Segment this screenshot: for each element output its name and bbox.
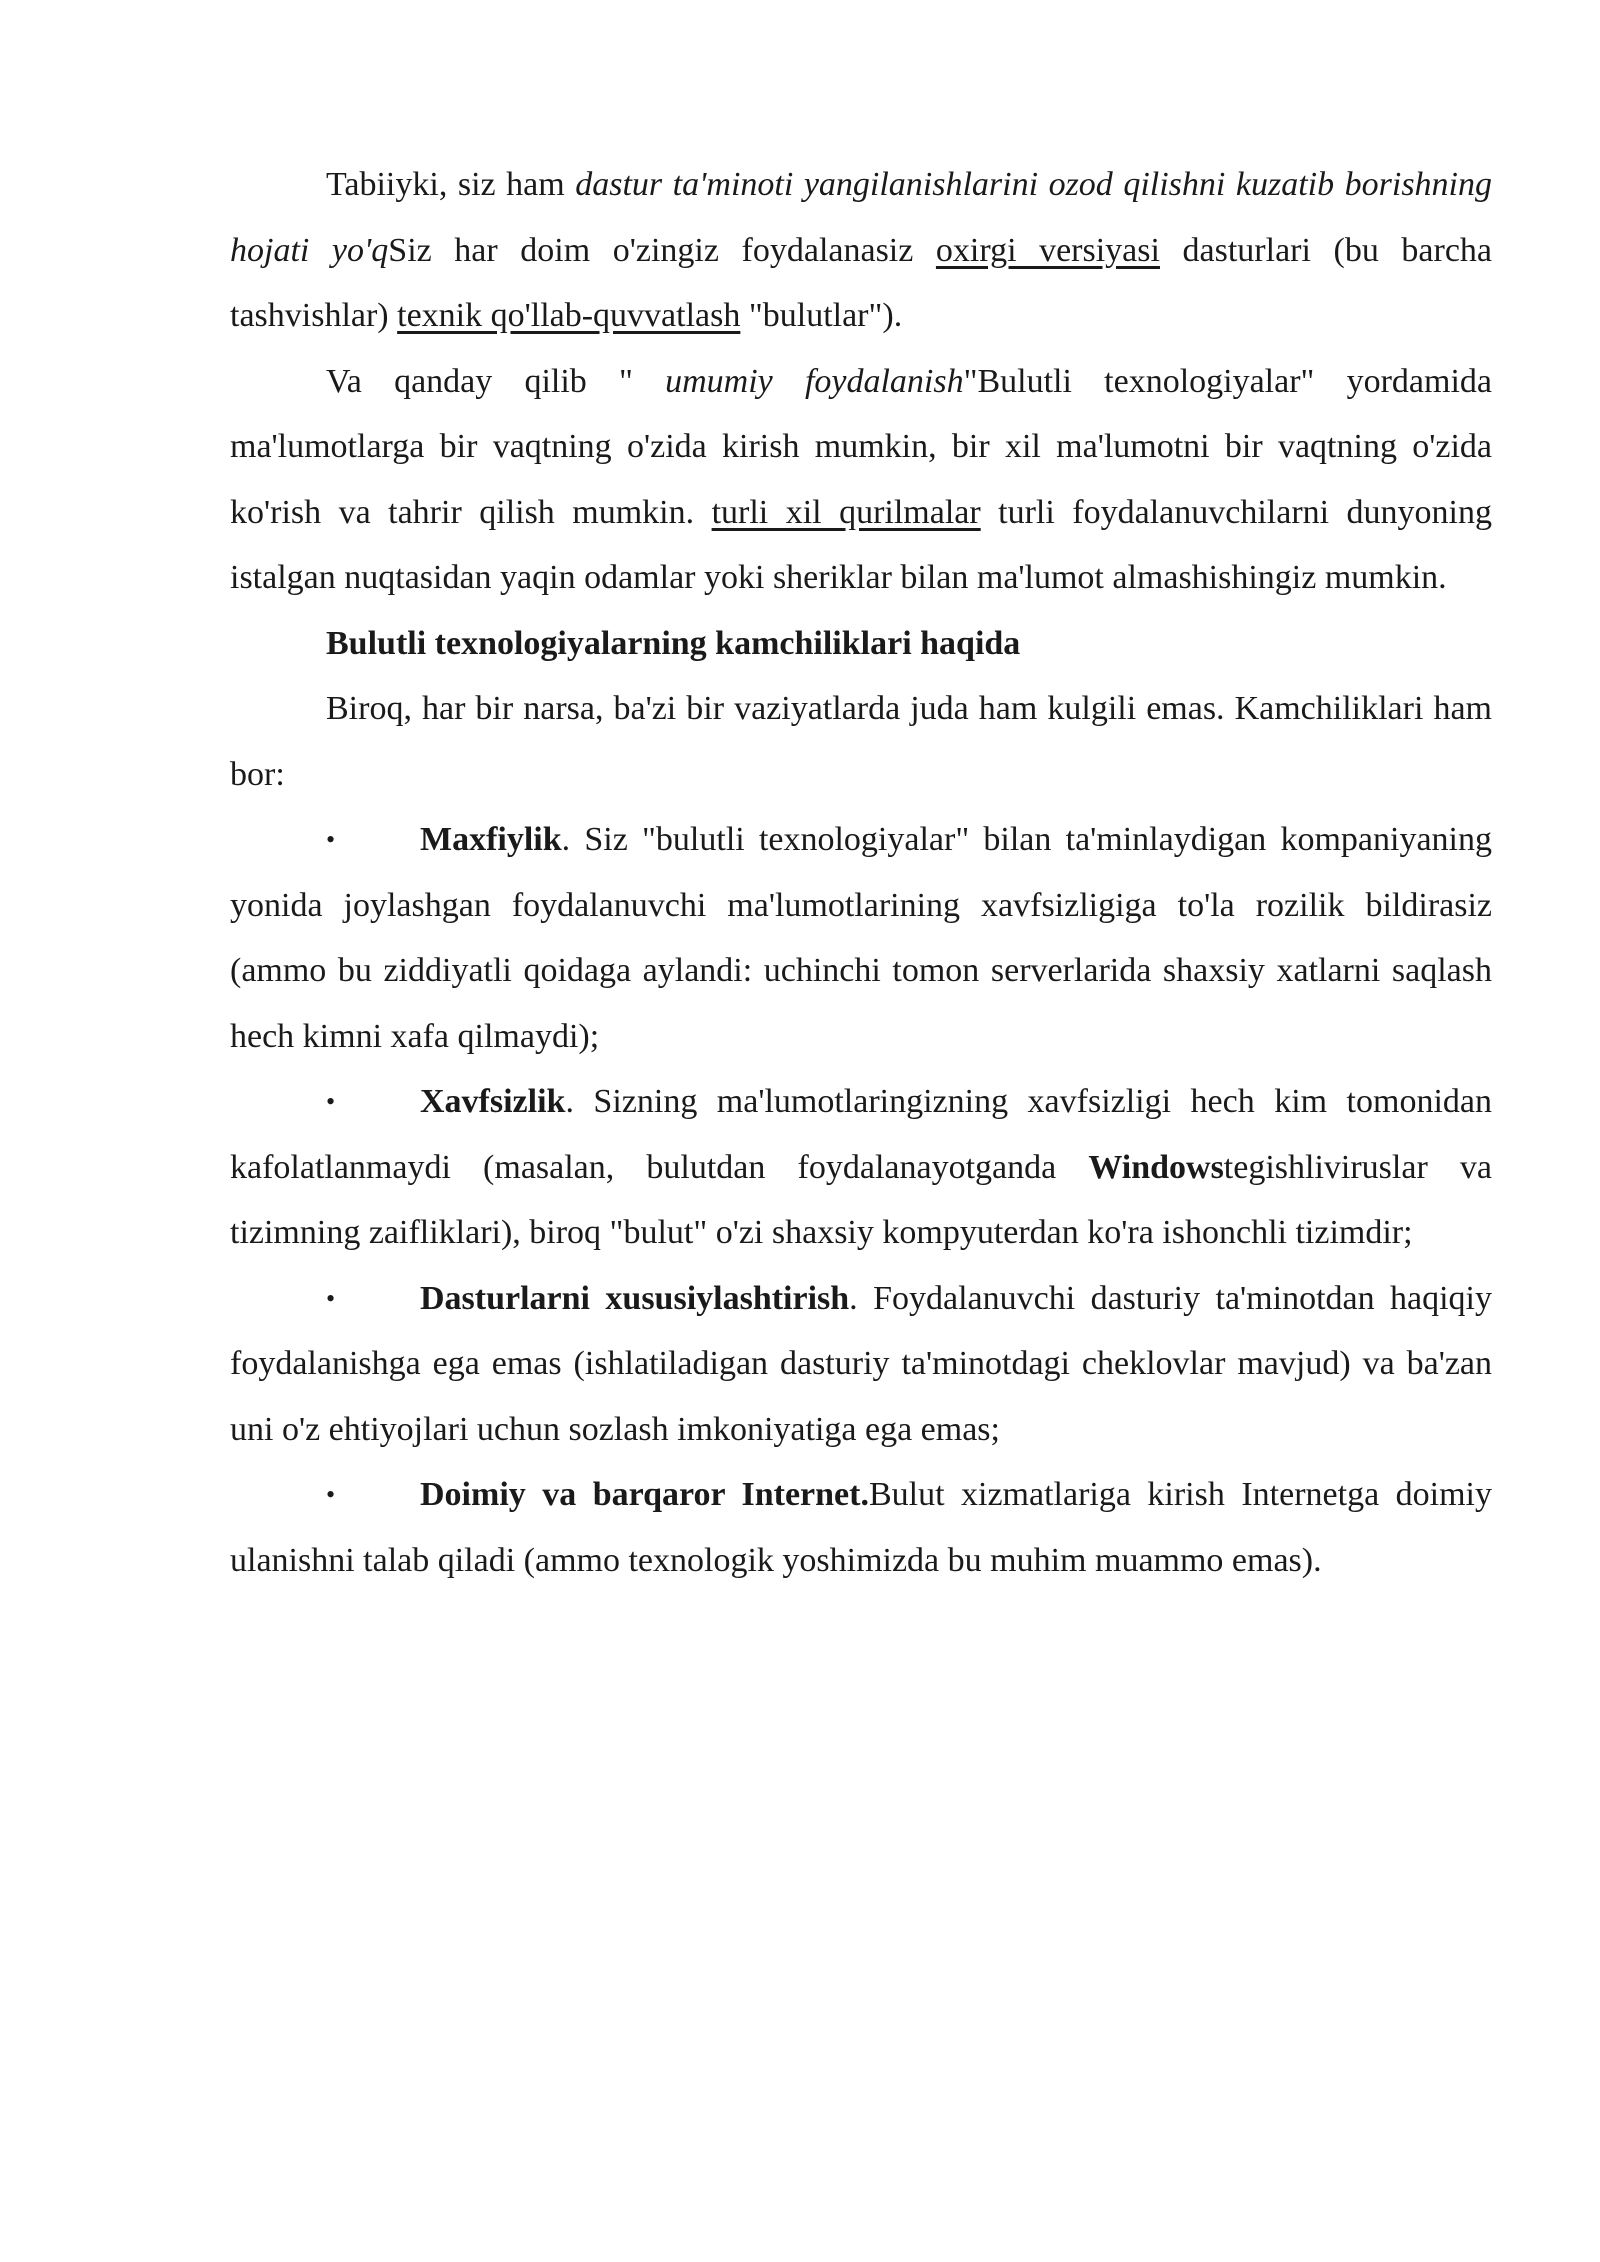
bullet-title: Xavfsizlik bbox=[420, 1083, 566, 1120]
bullet-text: . Foydalanuvchi dasturiy ta'minotdan haqiqiy foydalanishga ega emas (ishlatiladigan dasturiy ta'minotdagi cheklovlar mavjud) va ba'zan uni o'z ehtiyojlari uchun sozlash imkoniyatiga ega emas; bbox=[230, 1279, 1492, 1448]
bullet-icon: • bbox=[326, 1480, 336, 1509]
bullet-title: Maxfiylik bbox=[420, 821, 562, 858]
bullet-text: . Siz "bulutli texnologiyalar" bilan ta'minlaydigan kompaniyaning yonida joylashgan foydalanuvchi ma'lumotlarining xavfsizligiga to'la rozilik bildirasiz (ammo bu ziddiyatli qoidaga aylandi: uchinchi tomon serverlarida shaxsiy xatlarni saqlash hech kimni xafa qilmaydi); bbox=[230, 821, 1492, 1055]
p2-text-2: "Bulutli texnologiyalar" yordamida ma'lumotlarga bir vaqtning o'zida kirish mumkin, bir xil ma'lumotni bir vaqtning o'zida ko'rish va tahrir qilish mumkin. bbox=[230, 362, 1493, 531]
bullet-item-internet bbox=[230, 1462, 1492, 1593]
p2-text-1: Va qanday qilib " bbox=[326, 362, 666, 400]
paragraph-3: Biroq, har bir narsa, ba'zi bir vaziyatlarda juda ham kulgili emas. Kamchiliklari ham bor: bbox=[230, 690, 1492, 793]
bullet-bold-word: Windows bbox=[1088, 1148, 1224, 1186]
paragraph-2 bbox=[230, 349, 1492, 611]
bullet-title: Doimiy va barqaror Internet. bbox=[420, 1476, 869, 1513]
p1-text-4: "bulutlar"). bbox=[740, 297, 903, 334]
document-page bbox=[230, 152, 1492, 1593]
bullet-item-privacy bbox=[230, 807, 1492, 1069]
p2-text-3: turli foydalanuvchilarni dunyoning istalgan nuqtasidan yaqin odamlar yoki sheriklar bilan ma'lumot almashishingiz mumkin. bbox=[230, 493, 1493, 596]
p1-text-2: Siz har doim o'zingiz foydalanasiz bbox=[388, 231, 936, 269]
bullet-icon: • bbox=[326, 1087, 336, 1116]
p1-underlined-link-2[interactable]: texnik qo'llab-quvvatlash bbox=[397, 297, 741, 334]
bullet-item-customization bbox=[230, 1266, 1492, 1463]
p2-underlined-link[interactable]: turli xil qurilmalar bbox=[711, 493, 981, 531]
section-heading: Bulutli texnologiyalarning kamchiliklari haqida bbox=[326, 624, 1021, 662]
bullet-icon: • bbox=[326, 1283, 336, 1313]
p1-underlined-link-1[interactable]: oxirgi versiyasi bbox=[935, 231, 1160, 269]
paragraph-1 bbox=[230, 152, 1492, 349]
p2-italic-phrase: umumiy foydalanish bbox=[665, 362, 964, 400]
bullet-title: Dasturlarni xususiylashtirish bbox=[420, 1279, 850, 1317]
p1-text-3: dasturlari (bu barcha tashvishlar) bbox=[230, 231, 1493, 334]
p1-italic-phrase: dastur ta'minoti yangilanishlarini ozod qilishni kuzatib borishning hojati yo'q bbox=[230, 166, 1492, 269]
bullet-text-continued: tegishliviruslar va tizimning zaifliklari), biroq "bulut" o'zi shaxsiy kompyuterdan ko'ra ishonchli tizimdir; bbox=[230, 1148, 1492, 1251]
bullet-item-security bbox=[230, 1069, 1492, 1266]
bullet-text: . Sizning ma'lumotlaringizning xavfsizligi hech kim tomonidan kafolatlanmaydi (masalan, bulutdan foydalanayotganda bbox=[230, 1083, 1492, 1186]
bullet-text: Bulut xizmatlariga kirish Internetga doimiy ulanishni talab qiladi (ammo texnologik yoshimizda bu muhim muammo emas). bbox=[230, 1476, 1492, 1579]
bullet-icon: • bbox=[326, 825, 336, 854]
p1-text-1: Tabiiyki, siz ham bbox=[326, 166, 576, 203]
